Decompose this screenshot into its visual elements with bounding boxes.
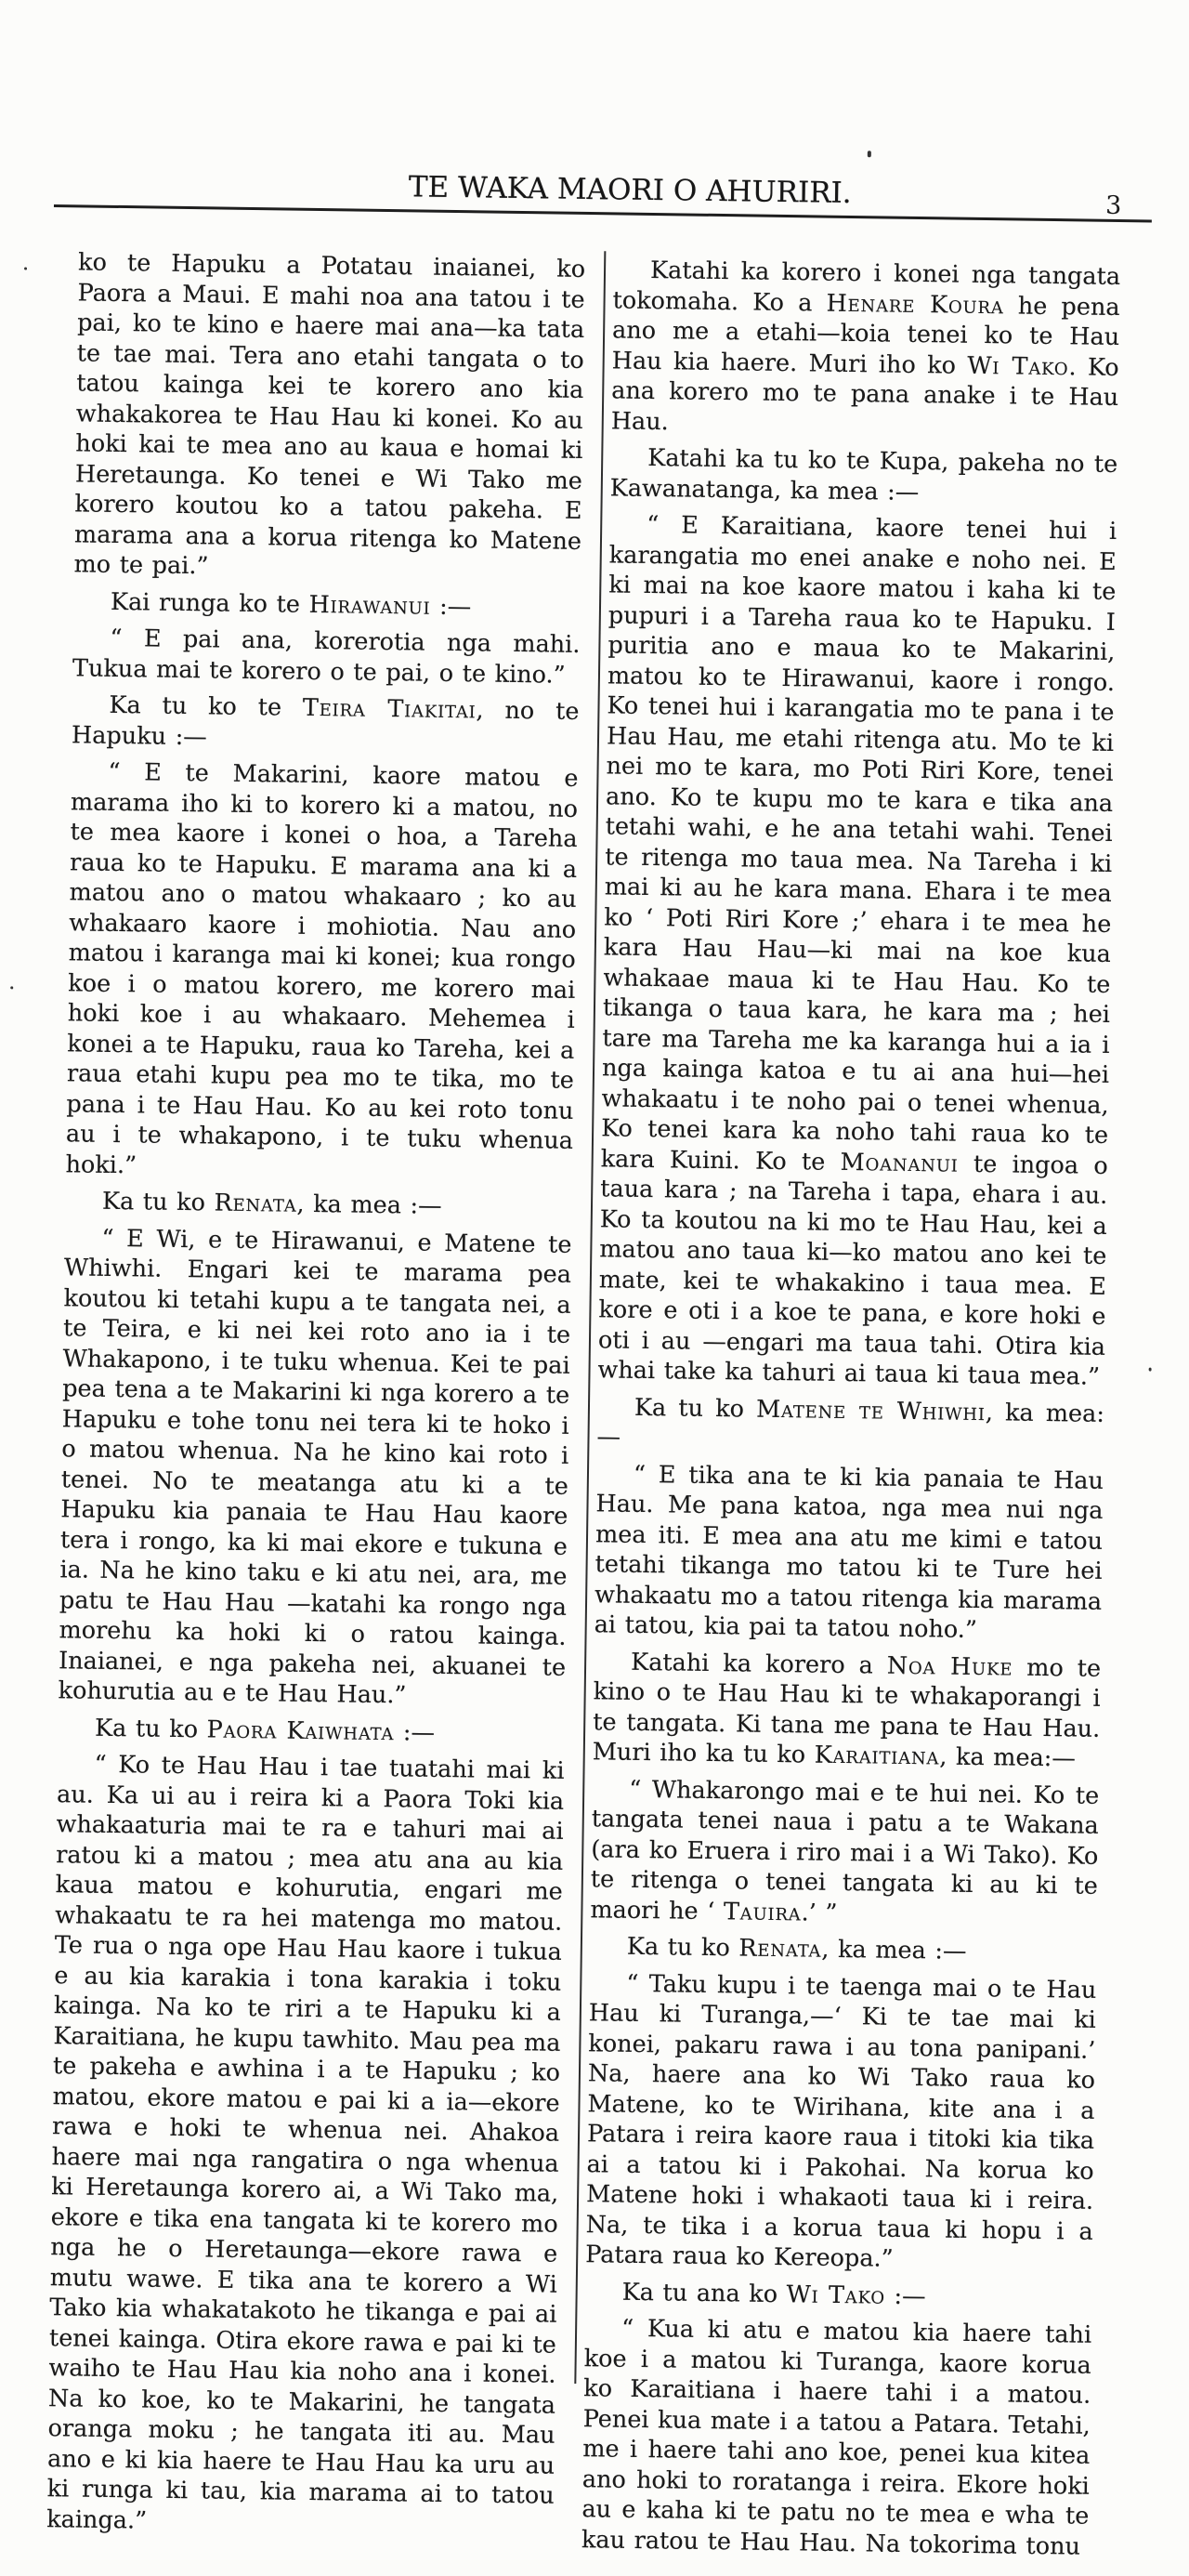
text-run: “ Taku kupu i te taenga mai o te Hau Hau ki Turanga,—‘ Ki te tae mai ki konei, pakaru rawa i au tona panipani.’ Na, haere ana ko Wi Tako raua ko Matene, ko te Wirihana, kite ana i a Patara i reira kaore raua i titoki kia tika ai a tatou ki i Pakohai. Na korua ko Matene hoki i whakaoti taua ki i reira. Na, te tika i a korua taua ki hopu i a Patara raua ko Kereopa.” xyxy=(585,1969,1096,2273)
speaker-name: Noa Huke xyxy=(887,1651,1013,1681)
paragraph xyxy=(610,442,1118,510)
text-run: Ka tu ko xyxy=(102,1188,215,1217)
paragraph xyxy=(596,1392,1104,1460)
text-run: Katahi ka tu ko te Kupa, pakeha no te Kawanatanga, ka mea :— xyxy=(610,444,1118,506)
text-run: “ E te Makarini, kaore matou e marama iho ki to korero ki a matou, no te mea kaore i konei o hoa, a Tareha raua ko te Hapuku. E marama ana ki a matou ano o matou whakaaro ; ko au whakaaro kaore i mohiotia. Nau ano matou i karanga mai ki konei; kua rongo koe i o matou korero, me korero mai hoki koe i au whakaaro. Mehemea i konei a te Hapuku, raua ko Tareha, kei a raua etahi kupu pea mo te tika, mo te pana i te Hau Hau. Ko au kei roto tonu au i te whakapono, i te tuku whenua hoki.” xyxy=(65,758,578,1179)
paragraph xyxy=(72,690,580,757)
text-run: “ E pai ana, korerotia nga mahi. Tukua mai te korero o te pai, o te kino.” xyxy=(72,624,581,689)
page-title: TE WAKA MAORI O AHURIRI. xyxy=(82,165,1178,214)
text-run: :— xyxy=(885,2281,926,2310)
ink-speck xyxy=(868,151,871,157)
speaker-name: Wi Tako xyxy=(967,351,1068,381)
paragraph xyxy=(585,1968,1096,2278)
text-run: .’ ” xyxy=(801,1899,837,1927)
paragraph xyxy=(65,1186,572,1223)
speaker-name: Wi Tako xyxy=(786,2280,885,2309)
paragraph xyxy=(594,1459,1104,1648)
paragraph xyxy=(65,756,578,1187)
text-run: “ E Karaitiana, kaore tenei hui i karangatia mo enei anake e noho nei. E ki mai na koe kaore matou i kaha ki te pupuri i a Tareha raua ko te Hapuku. I puritia ano e maua ko te Makarini, matou ko te Hirawanui, kaore i rongo. Ko tenei hui i karangatia mo te pana i te Hau Hau, me etahi ritenga atu. Mo te ki nei mo te kara, mo Poti Riri Kore, tenei ano. Ko te kupu mo te kara e tika ana tetahi wahi, e he ana tetahi wahi. Tenei te ritenga mo taua mea. Na Tareha i ki mai ki au he kara mana. Ehara i te mea ko ‘ Poti Riri Kore ;’ ehara i te mea he kara Hau Hau—ki mai na koe kua whakaae maua ki te Hau Hau. Ko te tikanga o taua kara, he kara ma ; hei tare ma Tareha me ka karanga hui a ia i nga kainga katoa e tu ai ana hui—hei whakaatu i te noho pai o tenei whenua, Ko tenei kara ka noho tahi raua ko te kara Kuini. Ko te xyxy=(601,511,1117,1176)
speaker-name: Teira Tiakitai xyxy=(303,694,477,725)
text-run: te ingoa o taua kara ; na Tareha i tapa, ehara i au. Ko ta koutou na ki mo te Hau Hau, kei a matou ano taua ki—ko matou ano kei te mate, kei te whakakino i taua mea. E kore e oti i a koe te pana, e kore hoki e oti i au —engari ma taua tahi. Otira kia whai take ka tahuri ai taua ki taua mea.” xyxy=(597,1150,1108,1391)
column-left xyxy=(46,247,585,2547)
text-run: , no te Hapuku :— xyxy=(72,696,580,750)
paragraph xyxy=(72,623,581,690)
text-run: Katahi ka korero a xyxy=(631,1648,887,1679)
page-number: 3 xyxy=(1105,191,1122,220)
text-run: Kai runga ko te xyxy=(111,587,309,618)
paragraph xyxy=(590,1774,1099,1932)
text-run: Ka tu ko te xyxy=(109,691,303,722)
paragraph xyxy=(611,255,1121,443)
text-run: , ka mea :— xyxy=(296,1190,442,1220)
speaker-name: Renata xyxy=(214,1189,296,1217)
paragraph xyxy=(581,2313,1092,2562)
text-run: Ka tu ko xyxy=(95,1714,207,1743)
speaker-name: Tauira xyxy=(724,1898,802,1926)
paragraph xyxy=(593,1647,1102,1775)
paragraph xyxy=(58,1223,571,1714)
text-run: , ka mea:— xyxy=(596,1399,1104,1452)
text-run: mo te kino o te Hau Hau ki te whakaporangi i te tangata. Ki tana me pana te Hau Hau. Muri iho ka tu ko xyxy=(593,1653,1102,1769)
text-run: he pena ano me a etahi—koia tenei ko te Hau Hau kia haere. Muri iho ko xyxy=(612,292,1120,379)
speaker-name: Karaitiana xyxy=(815,1741,940,1771)
text-run: Ka tu ana ko xyxy=(621,2278,786,2307)
text-run: “ Whakarongo mai e te hui nei. Ko te tangata tenei naua i patu a te Wakana (ara ko Eruera i riro mai i a Wi Tako). Ko te ritenga o tenei tangata ki au ki te maori he ‘ xyxy=(590,1775,1099,1925)
paragraph xyxy=(58,1713,565,1750)
ink-speck xyxy=(24,268,27,270)
speaker-name: Paora Kaiwhata xyxy=(206,1715,394,1746)
speaker-name: Moananui xyxy=(840,1148,958,1177)
text-run: ko te Hapuku a Potatau inaianei, ko Paora a Maui. E mahi noa ana tatou i te pai, ko te kino e haere mai ana—ka tata te tae mai. Tera ano etahi tangata o to tatou kainga kei te korero ano kia whakakorea te Hau Hau ki konei. Ko au hoki kai te mea ano au kaua e homai ki Heretaunga. Ko tenei e Wi Tako me korero koutou ko a tatou pakeha. E marama ana a korua ritenga ko Matene mo te pai.” xyxy=(73,248,585,580)
text-run: “ E tika ana te ki kia panaia te Hau Hau. Me pana katoa, nga mea nui nga mea iti. E mea ana atu me kimi e tatou tetahi tikanga mo tatou ki te Ture hei whakaatu mo a tatou ritenga kia marama ai tatou, kia pai ta tatou noho.” xyxy=(594,1460,1104,1644)
speaker-name: Henare Koura xyxy=(826,289,1004,320)
paragraph xyxy=(46,1749,565,2542)
paragraph xyxy=(73,247,585,586)
text-run: , ka mea:— xyxy=(939,1742,1076,1772)
text-run: Katahi ka korero i konei nga tangata tokomaha. Ko a xyxy=(612,256,1120,317)
paragraph xyxy=(597,509,1117,1392)
speaker-name: Matene te Whiwhi xyxy=(756,1395,986,1426)
text-run: Ka tu ko xyxy=(634,1393,757,1423)
speaker-name: Hirawanui xyxy=(308,590,430,620)
paragraph xyxy=(73,586,581,624)
text-run: :— xyxy=(394,1718,435,1747)
text-run: . Ko ana korero mo te pana anake i te Hau Hau. xyxy=(611,353,1119,436)
text-run: “ Kua ki atu e matou kia haere tahi koe i a matou ki Turanga, kaore korua ko Karaitiana i haere tahi i a matou. Penei kua mate i a tatou a Patara. Tetahi, me i haere tahi ano koe, penei kua kitea ano hoki to roratanga i reira. Ekore hoki au e kaha ki te patu no te mea e wha te kau ratou te Hau Hau. Na tokorima tonu xyxy=(581,2315,1092,2560)
speaker-name: Renata xyxy=(738,1934,821,1963)
paragraph xyxy=(590,1931,1097,1968)
ink-speck xyxy=(1149,1368,1152,1372)
text-run: Ka tu ko xyxy=(627,1933,739,1963)
text-run: “ Ko te Hau Hau i tae tuatahi mai ki au. Ka ui au i reira ki a Paora Toki kia whakaaturia mai te ra e tahuri mai ai ratou ki a matou ; mea atu ana au kia kaua matou e kohurutia, engari me whakaatu te ra hei matenga mo matou. Te rua o nga ope Hau Hau kaore i tukua e au kia karakia i tona karakia i toku kainga. Na ko te riri a te Hapuku ki a Karaitiana, he kupu tawhito. Mau pea ma te pakeha e awhina i a te Hapuku ; ko matou, ekore matou e pai ki a ia—ekore rawa e hoki te whenua nei. Ahakoa haere mai nga rangatira o nga whenua ki Heretaunga korero ai, a Wi Tako ma, ekore e tika ena tangata ki te korero mo nga he o Heretaunga—ekore rawa e mutu wawe. E tika ana te korero a Wi Tako kia whakatakoto he tikanga e pai ai tenei kainga. Otira ekore rawa e pai ki te waiho te Hau Hau kia noho ana i konei. Na ko koe, ko te Makarini, he tangata oranga moku ; he tangata iti au. Mau ano e ki kia haere te Hau Hau ka uru au ki runga ki tau, kia marama ai to tatou kainga.” xyxy=(46,1751,565,2534)
text-run: , ka mea :— xyxy=(821,1936,967,1965)
paragraph xyxy=(584,2277,1091,2314)
ink-speck xyxy=(10,986,13,989)
text-run: :— xyxy=(430,592,471,621)
column-right xyxy=(581,255,1121,2568)
text-run: “ E Wi, e te Hirawanui, e Matene te Whiwhi. Engari kei te marama pea koutou ki tetahi kupu a te tangata nei, a te Teira, e ki nei kei roto ano ia i te Whakapono, i te tuku whenua. Kei te pai pea tena a te Makarini ki nga korero a te Hapuku e tohe tonu nei tera ki te hoko i o matou whenua. Na he kino kai roto i tenei. No te meatanga atu ki a te Hapuku kia panaia te Hau Hau kaore tera i rongo, ka ki mai ekore e tukuna e ia. Na he kino taku e ki atu nei, ara, me patu te Hau Hau —katahi ka rongo nga morehu ka hoki ki o ratou kainga. Inaianei, e nga pakeha nei, akuanei te kohurutia au e te Hau Hau.” xyxy=(58,1224,571,1709)
